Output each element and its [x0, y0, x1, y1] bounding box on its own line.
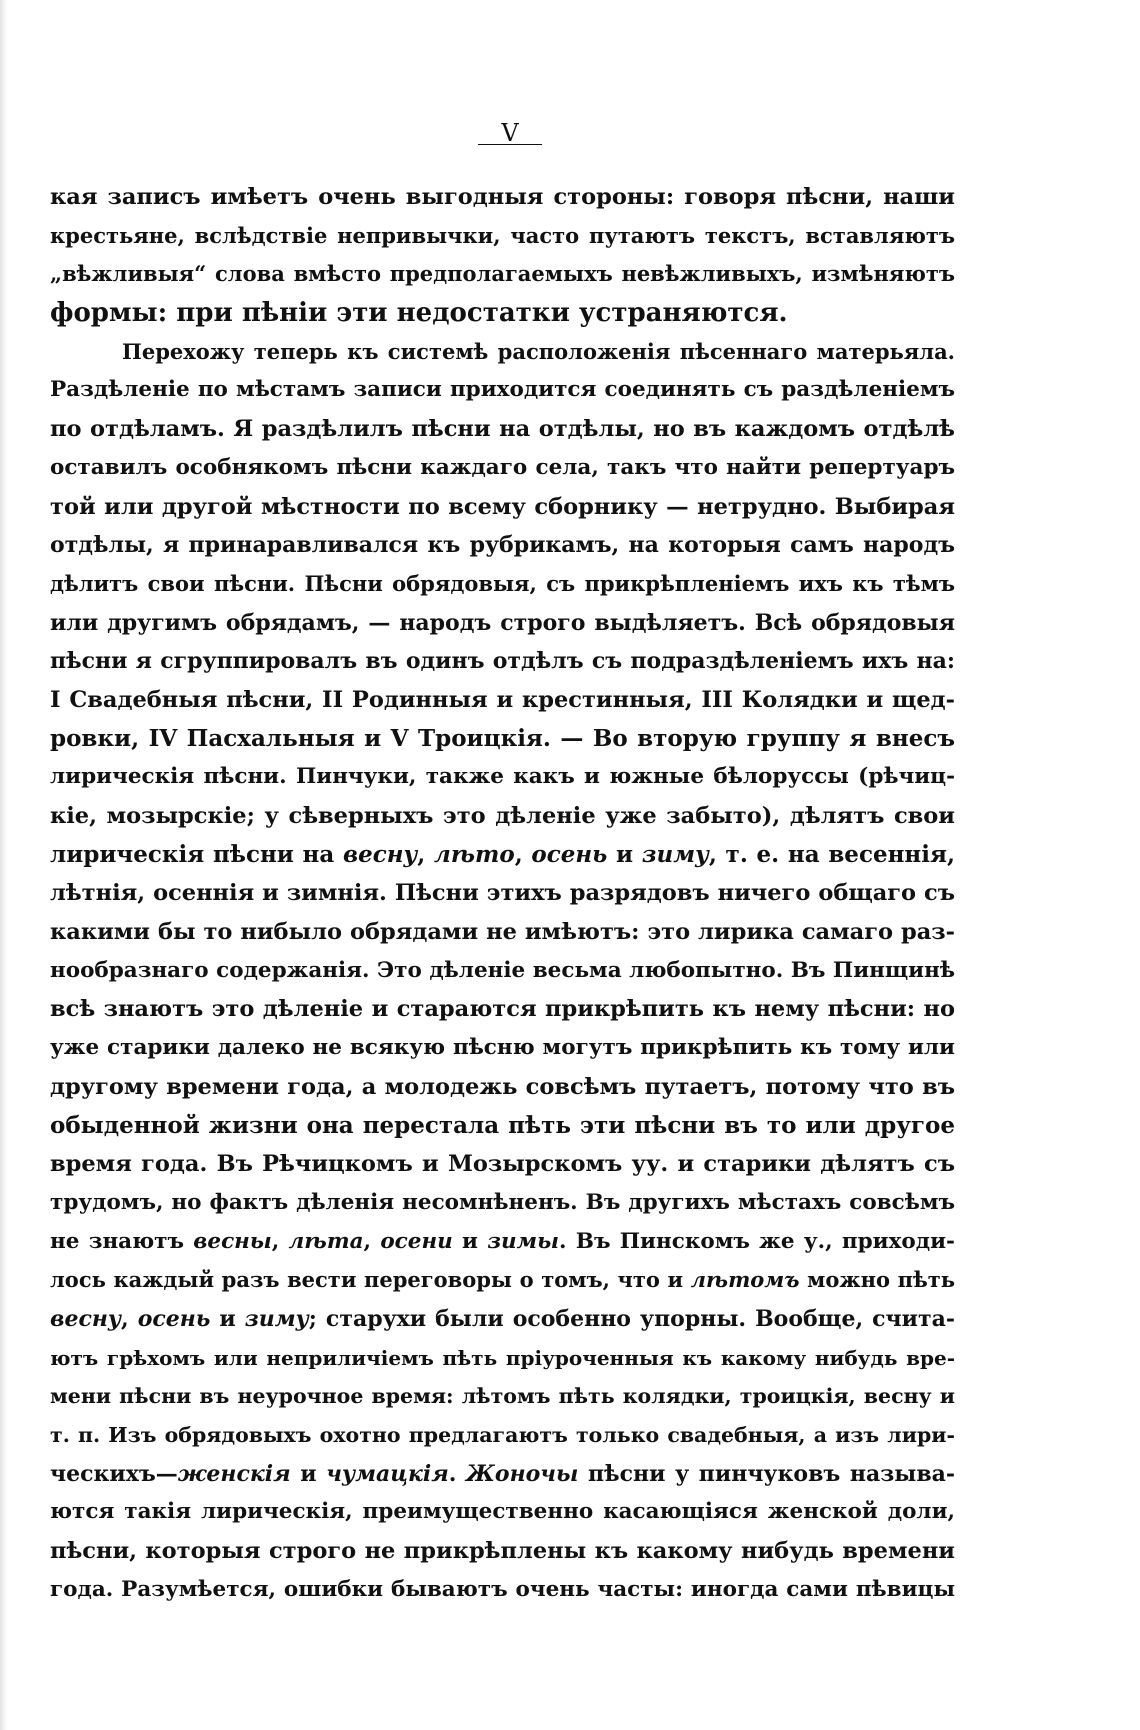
text-segment: кіе, мозырскіе; у сѣверныхъ это дѣленіе уже забыто), дѣлятъ свои [50, 803, 955, 829]
text-segment: время года. Въ Рѣчицкомъ и Мозырскомъ уу. и старики дѣлятъ съ [50, 1151, 955, 1178]
text-line [50, 1029, 955, 1068]
text-line [50, 1455, 955, 1494]
text-segment: можно пѣть [799, 1267, 955, 1293]
text-segment: Перехожу теперь къ системѣ расположенія пѣсеннаго матерьяла. [122, 338, 955, 364]
text-line [50, 294, 955, 333]
text-line [50, 720, 955, 759]
text-segment: обыденной жизни она перестала пѣть эти пѣсни въ то или другое [50, 1111, 955, 1139]
text-line [50, 1571, 955, 1610]
text-segment: , [417, 840, 435, 868]
text-segment: формы: при пѣніи эти недостатки устраняются. [50, 298, 788, 329]
text-segment: ; старухи были особенно упорны. Вообще, счита- [308, 1305, 955, 1332]
text-line [50, 990, 955, 1029]
text-line [50, 1107, 955, 1146]
italic-term: зимы [487, 1228, 559, 1254]
text-segment: лирическія пѣсни на [50, 840, 344, 868]
text-segment: другому времени года, а молодежь совсѣмъ путаетъ, потому что въ [50, 1073, 955, 1100]
text-segment: кая записъ имѣетъ очень выгодныя стороны: говоря пѣсни, наши [50, 184, 955, 210]
text-segment: I Свадебныя пѣсни, II Родинныя и крестинныя, III Колядки и щед- [50, 686, 955, 713]
text-segment: мени пѣсни въ неурочное время: лѣтомъ пѣть колядки, троицкія, весну и [50, 1384, 955, 1409]
text-segment: . Въ Пинскомъ же у., приходи- [558, 1228, 955, 1254]
text-segment: т. п. Изъ обрядовыхъ охотно предлагаютъ только свадебныя, а изъ лири- [50, 1423, 955, 1447]
text-segment: , [121, 1305, 138, 1332]
text-line [50, 333, 955, 372]
page-number: V [470, 118, 550, 148]
text-segment: ются такія лирическія, преимущественно касающіяся женской доли, [50, 1499, 955, 1525]
text-segment: и [210, 1305, 245, 1332]
text-segment: всѣ знаютъ это дѣленіе и стараются прикрѣпить къ нему пѣсни: но [50, 996, 955, 1023]
italic-term: осени [380, 1228, 453, 1254]
text-segment: отдѣлы, я принаравливался къ рубрикамъ, на которыя самъ народъ [50, 532, 955, 559]
text-segment: лирическія пѣсни. Пинчуки, также какъ и южные бѣлоруссы (рѣчиц- [50, 764, 955, 790]
text-segment: ческихъ— [50, 1460, 178, 1487]
text-line [50, 178, 955, 217]
text-segment: и [452, 1228, 488, 1254]
text-line [50, 449, 955, 488]
italic-term: лѣта [288, 1228, 364, 1254]
text-segment: ровки, IV Пасхальныя и V Троицкія. — Во вторую группу я внесъ [50, 724, 955, 752]
text-segment: крестьяне, вслѣдствіе непривычки, часто путаютъ текстъ, вставляютъ [50, 222, 955, 248]
text-segment: пѣсни, которыя строго не прикрѣплены къ какому нибудь времени [50, 1538, 955, 1565]
text-line [50, 1223, 955, 1262]
italic-term: зиму [641, 840, 709, 868]
text-line [50, 1145, 955, 1184]
italic-term: лѣтомъ [690, 1267, 800, 1293]
text-line [50, 1184, 955, 1223]
text-segment: нообразнаго содержанія. Это дѣленіе весьма любопытно. Въ Пинщинѣ [50, 957, 955, 983]
text-line [50, 1416, 955, 1455]
text-line [50, 410, 955, 449]
text-line [50, 1532, 955, 1571]
text-line [50, 681, 955, 720]
text-segment: лѣтнія, осеннія и зимнія. Пѣсни этихъ разрядовъ ничего общаго съ [50, 880, 955, 907]
text-segment: дѣлитъ свои пѣсни. Пѣсни обрядовыя, съ прикрѣпленіемъ ихъ къ тѣмъ [50, 570, 955, 596]
text-line [50, 1493, 955, 1532]
text-line [50, 1377, 955, 1416]
text-segment: уже старики далеко не всякую пѣсню могутъ прикрѣпить къ тому или [50, 1035, 955, 1061]
text-line [50, 217, 955, 256]
text-line [50, 642, 955, 681]
text-line [50, 797, 955, 836]
italic-term: весну [343, 840, 418, 868]
text-line [50, 371, 955, 410]
text-segment: ютъ грѣхомъ или неприличіемъ пѣть пріуроченныя къ какому нибудь вре- [50, 1345, 955, 1370]
text-line [50, 526, 955, 565]
text-segment: оставилъ особнякомъ пѣсни каждаго села, такъ что найти репертуаръ [50, 454, 955, 480]
text-segment: или другимъ обрядамъ, — народъ строго выдѣляетъ. Всѣ обрядовыя [50, 609, 955, 636]
italic-term: Жоночы [466, 1460, 579, 1487]
text-segment: , [514, 840, 532, 868]
italic-term: осень [137, 1305, 211, 1332]
text-segment: и [607, 840, 642, 868]
text-segment: по отдѣламъ. Я раздѣлилъ пѣсни на отдѣлы, но въ каждомъ отдѣлѣ [50, 416, 955, 443]
text-segment: какими бы то нибыло обрядами не имѣютъ: это лирика самаго раз- [50, 919, 955, 946]
italic-term: женскія [177, 1460, 291, 1487]
text-segment: лось каждый разъ вести переговоры о томъ, что и [50, 1267, 691, 1293]
text-line [50, 1261, 955, 1300]
text-line [50, 565, 955, 604]
text-segment: , [363, 1228, 381, 1254]
text-line [50, 1068, 955, 1107]
text-segment: , т. е. на весеннія, [708, 840, 955, 868]
italic-term: зиму [244, 1305, 309, 1332]
text-segment: пѣсни у пинчуковъ называ- [578, 1460, 955, 1487]
body-text [50, 178, 955, 1609]
italic-term: весну [50, 1305, 122, 1332]
text-line [50, 913, 955, 952]
text-line [50, 1339, 955, 1378]
text-segment: . [448, 1460, 467, 1487]
text-line [50, 1300, 955, 1339]
text-line [50, 952, 955, 991]
text-line [50, 758, 955, 797]
text-segment: и [290, 1460, 327, 1487]
text-line [50, 488, 955, 527]
text-segment: „вѣжливыя“ слова вмѣсто предполагаемыхъ невѣжливыхъ, измѣняютъ [50, 261, 955, 287]
italic-term: весны [193, 1228, 272, 1254]
text-segment: той или другой мѣстности по всему сборнику — нетрудно. Выбирая [50, 493, 955, 520]
page-gutter-shadow [0, 0, 7, 1730]
text-segment: , [271, 1228, 289, 1254]
text-segment: года. Разумѣется, ошибки бываютъ очень часты: иногда сами пѣвицы [50, 1576, 955, 1602]
text-segment: трудомъ, но фактъ дѣленія несомнѣненъ. Въ другихъ мѣстахъ совсѣмъ [50, 1189, 955, 1215]
text-line [50, 836, 955, 875]
text-segment: пѣсни я сгруппировалъ въ одинъ отдѣлъ съ подраздѣленіемъ ихъ на: [50, 648, 955, 675]
italic-term: чумацкія [326, 1460, 449, 1487]
text-line [50, 874, 955, 913]
text-line [50, 255, 955, 294]
text-line [50, 604, 955, 643]
text-segment: Раздѣленіе по мѣстамъ записи приходится соединять съ раздѣленіемъ [50, 377, 955, 403]
text-segment: не знаютъ [50, 1228, 194, 1254]
italic-term: осень [531, 840, 608, 868]
italic-term: лѣто [434, 840, 515, 868]
